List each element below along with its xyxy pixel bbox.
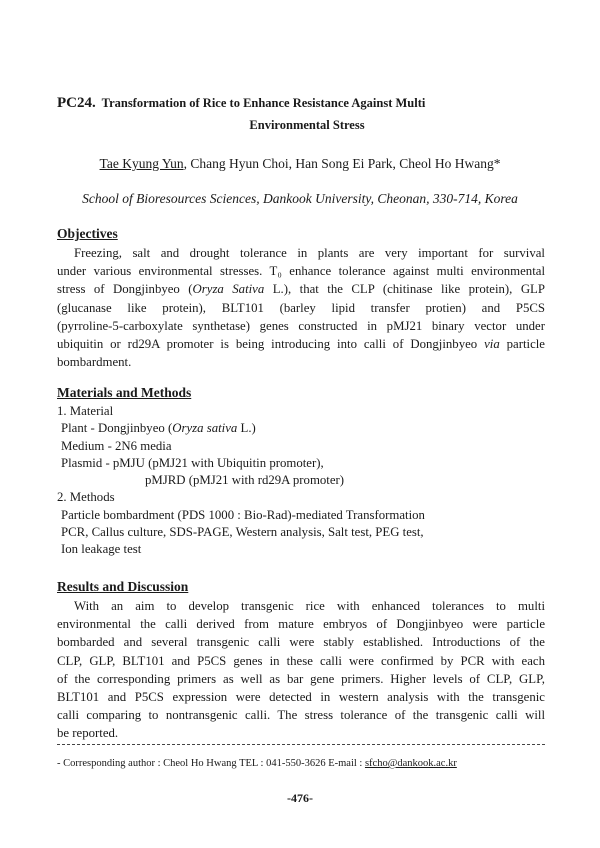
objectives-line: (glucanase like protein), BLT101 (barley lipid transfer protien) and P5CS (57, 300, 545, 315)
materials-methods-list (57, 403, 425, 559)
affiliation: School of Bioresources Sciences, Dankook University, Cheonan, 330-714, Korea (82, 191, 518, 206)
results-line: bombarded and several transgenic calli were stably established. Introductions of the (57, 635, 545, 650)
objectives-heading: Objectives (57, 226, 118, 241)
title-text-1: Transformation of Rice to Enhance Resistance Against Multi (101, 96, 426, 110)
results-line: be reported. (57, 726, 119, 741)
results-line: CLP, GLP, BLT101 and P5CS genes in these calli were confirmed by PCR with each (57, 653, 545, 668)
objectives-line: Freezing, salt and drought tolerance in plants are very important for survival (74, 246, 545, 260)
material-plasmid-2: pMJRD (pMJ21 with rd29A promoter) (145, 473, 345, 488)
material-plasmid: Plasmid - pMJU (pMJ21 with Ubiquitin promoter), (61, 455, 324, 470)
results-paragraph (57, 597, 545, 743)
title-line-1 (57, 94, 557, 112)
method-item: Particle bombardment (PDS 1000 : Bio-Rad)-mediated Transformation (61, 507, 425, 522)
methods-heading: 2. Methods (57, 490, 115, 505)
results-line: environmental the calli derived from mature embryos of Dongjinbyeo were particle (57, 617, 545, 632)
page-number: -476- (287, 791, 313, 805)
results-line: With an aim to develop transgenic rice with enhanced tolerances to multi (74, 599, 545, 613)
title-line-2: Environmental Stress (249, 118, 365, 132)
footnote (57, 758, 457, 769)
objectives-line: ubiquitin or rd29A promoter is being introducing into calli of Dongjinbyeo via particle (57, 337, 545, 352)
objectives-line: (pyrroline-5-carboxylate synthetase) genes constructed in pMJ21 binary vector under (57, 318, 545, 333)
presenting-author: Tae Kyung Yun (99, 156, 184, 171)
objectives-paragraph (57, 244, 545, 371)
authors (0, 156, 600, 172)
materials-methods-heading: Materials and Methods (57, 385, 192, 400)
results-line: BLT101 and P5CS expression were detected in western analysis with the transgenic (57, 690, 545, 705)
abstract-code: PC24. (57, 95, 96, 111)
material-heading: 1. Material (57, 404, 114, 418)
footnote-divider (57, 744, 545, 745)
method-item: PCR, Callus culture, SDS-PAGE, Western analysis, Salt test, PEG test, (61, 525, 424, 540)
email-link[interactable]: sfcho@dankook.ac.kr (364, 758, 457, 769)
co-authors: , Chang Hyun Choi, Han Song Ei Park, Cheol Ho Hwang* (183, 156, 501, 171)
material-medium: Medium - 2N6 media (61, 438, 172, 453)
results-line: of the corresponding primers as well as bar gene primers. Higher levels of CLP, GLP, (57, 671, 545, 686)
footnote-text: - Corresponding author : Cheol Ho Hwang TEL : 041-550-3626 E-mail : (57, 758, 365, 769)
abstract-title (57, 94, 557, 133)
material-plant: Plant - Dongjinbyeo (Oryza sativa L.) (61, 421, 256, 436)
results-heading: Results and Discussion (57, 579, 189, 594)
objectives-line: under various environmental stresses. T₀ enhance tolerance against multi environmental (57, 264, 545, 279)
objectives-line: stress of Dongjinbyeo (Oryza Sativa L.), that the CLP (chitinase like protein), GLP (57, 282, 545, 297)
results-line: calli comparing to nontransgenic calli. The stress tolerance of the transgenic calli will (57, 708, 545, 723)
objectives-line: bombardment. (57, 355, 132, 370)
method-item: Ion leakage test (61, 542, 142, 557)
